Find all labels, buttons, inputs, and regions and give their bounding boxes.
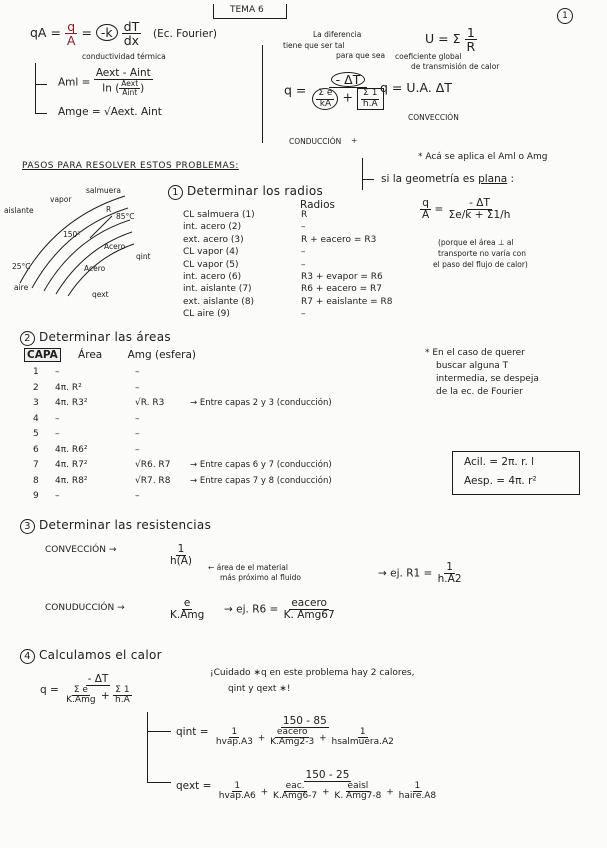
diff-note-2: tiene que ser tal xyxy=(283,41,345,50)
diagram-aislante: aislante xyxy=(4,206,34,215)
qext-equation: qext = 150 - 25 $\frac{1}{\text{hvap.A6}}$ + $\frac{\text{eac.}}{\text{K.Amg6-7}}$ + $\frac{\text{eaisl}}{\text{K. Amg7-8}}$ + $\frac{1}{\text{haire.A8}}$ xyxy=(176,769,437,802)
areas-cell-capa: 4 xyxy=(33,413,39,424)
diagram-t25: 25°C xyxy=(12,262,31,271)
cond-resistance: $\frac{e}{\text{K.Amg}}$ xyxy=(170,597,205,622)
layer-name: int. acero (2) xyxy=(183,222,242,233)
layer-radius: R + eacero = R3 xyxy=(301,234,377,245)
plana-note: si la geometría es plana : xyxy=(381,173,515,185)
planar-note-3: el paso del flujo de calor) xyxy=(433,260,528,269)
areas-row xyxy=(0,383,420,399)
plus-note: + xyxy=(351,136,358,145)
areas-cell-area: – xyxy=(55,367,60,377)
areas-cell-capa: 5 xyxy=(33,429,39,439)
layer-radius: – xyxy=(301,222,306,233)
areas-cell-area: 4π. R3² xyxy=(55,398,88,408)
aesp-formula: Aesp. = 4π. r² xyxy=(464,475,537,487)
step2-title: 2 Determinar las áreas xyxy=(20,330,171,346)
fourier-label: (Ec. Fourier) xyxy=(153,28,218,40)
intermediate-note-1: * En el caso de querer xyxy=(425,348,525,358)
layer-radius: R6 + eacero = R7 xyxy=(301,284,383,295)
radios-row xyxy=(183,235,433,247)
page-number: 1 xyxy=(557,8,573,24)
planar-equation: $\frac{q}{A}$ = $\frac{- \Delta T}{\Sigma e/k + \Sigma 1/h}$ xyxy=(422,197,511,222)
dt-dx: $\frac{dT}{dx}$ xyxy=(123,19,140,49)
radios-row xyxy=(183,309,433,321)
fourier-equation: qA = $\frac{q}{A}$ = -k $\frac{dT}{dx}$ xyxy=(30,19,140,49)
areas-cell-amg: – xyxy=(135,382,140,393)
diagram-r: R xyxy=(106,205,112,214)
layer-radius: R xyxy=(301,210,308,220)
areas-table xyxy=(0,367,420,507)
layer-radius: – xyxy=(301,247,306,258)
u-note-1: coeficiente global xyxy=(395,52,462,61)
areas-row xyxy=(0,491,420,507)
layer-name: int. acero (6) xyxy=(183,271,242,282)
areas-cell-amg: √R. R3 xyxy=(135,398,165,408)
diagram-qext: qext xyxy=(92,290,109,299)
layer-radius: – xyxy=(301,309,306,320)
conv-example: → ej. R1 = $\frac{1}{h.A2}$ xyxy=(378,561,462,586)
areas-cell-capa: 3 xyxy=(33,398,39,408)
diagram-acero-2: Acero xyxy=(84,264,106,273)
conveccion-label: CONVECCIÓN xyxy=(408,113,459,122)
areas-cell-capa: 8 xyxy=(33,475,39,486)
conv-resistance: $\frac{1}{h(A)}$ xyxy=(170,543,193,568)
diff-note-3: para que sea xyxy=(336,51,386,60)
areas-row xyxy=(0,367,420,383)
areas-row xyxy=(0,445,420,461)
radios-list xyxy=(183,210,433,322)
u-note-2: de transmisión de calor xyxy=(411,62,500,71)
cuidado-note-1: ¡Cuidado ∗q en este problema hay 2 calores, xyxy=(210,668,415,678)
areas-row xyxy=(0,429,420,445)
page-title: TEMA 6 xyxy=(230,5,264,15)
step4-equation: q = - ΔT $\frac{\text{Σ e}}{\text{K.Amg}}$ + $\frac{\Sigma 1}{h.A}$ xyxy=(40,673,130,706)
layer-radius: R7 + eaislante = R8 xyxy=(301,296,393,307)
conv-label: CONVECCIÓN → xyxy=(45,545,117,555)
layer-name: CL aire (9) xyxy=(183,309,230,320)
areas-cell-capa: 7 xyxy=(33,460,39,470)
areas-cell-capa: 6 xyxy=(33,444,39,455)
radios-row xyxy=(183,297,433,309)
radios-row xyxy=(183,272,433,284)
cond-label: CONUDUCCIÓN → xyxy=(45,603,125,613)
conv-note-2: más próximo al fluido xyxy=(220,573,302,582)
areas-cell-area: – xyxy=(55,413,60,424)
areas-cell-amg: – xyxy=(135,429,140,439)
areas-cell-note: → Entre capas 7 y 8 (conducción) xyxy=(190,475,332,486)
planar-note-1: (porque el área ⊥ al xyxy=(438,238,514,247)
areas-cell-area: 4π. R7² xyxy=(55,460,88,470)
q-u-equation: q = U.A. ΔT xyxy=(380,80,452,95)
heat-equation: q = - ΔT $\frac{\text{Σ e}}{kA}$ + $\frac{\Sigma 1}{h.A}$ xyxy=(284,72,386,110)
amg-formula: Amge = √Aext. Aint xyxy=(58,106,162,118)
planar-note-2: transporte no varía con xyxy=(438,249,527,258)
areas-cell-amg: – xyxy=(135,413,140,424)
steps-heading: PASOS PARA RESOLVER ESTOS PROBLEMAS: xyxy=(22,161,239,171)
diagram-vapor: vapor xyxy=(50,195,72,204)
step1-col-radios: Radios xyxy=(300,199,335,211)
step2-header: CAPA Área Amg (esfera) xyxy=(24,349,196,361)
layer-name: CL salmuera (1) xyxy=(183,210,255,220)
areas-row xyxy=(0,398,420,414)
areas-cell-amg: – xyxy=(135,444,140,455)
step1-title: 1 Determinar los radios xyxy=(168,184,323,200)
cond-example: → ej. R6 = $\frac{\text{eacero}}{\text{K. Amg67}}$ xyxy=(224,597,335,622)
areas-cell-area: 4π. R² xyxy=(55,382,82,393)
radios-row xyxy=(183,222,433,234)
diff-note-1: La diferencia xyxy=(313,30,362,39)
diagram-qint: qint xyxy=(136,252,151,261)
aml-formula: Aml = Aext - Aint ln ( $\frac{\text{Aext}}{\text{Aint}}$ ) xyxy=(58,67,151,97)
radios-row xyxy=(183,210,433,222)
diagram-t85: 85°C xyxy=(116,212,135,221)
diagram-acero-1: Acero xyxy=(104,242,126,251)
step4-title: 4 Calculamos el calor xyxy=(20,648,162,664)
areas-cell-area: – xyxy=(55,429,60,439)
areas-cell-capa: 9 xyxy=(33,491,39,501)
areas-cell-area: – xyxy=(55,491,60,501)
q-over-a: $\frac{q}{A}$ xyxy=(66,19,76,49)
step3-title: 3 Determinar las resistencias xyxy=(20,518,211,534)
areas-row xyxy=(0,460,420,476)
layer-name: ext. aislante (8) xyxy=(183,296,255,307)
layer-name: CL vapor (5) xyxy=(183,259,239,270)
intermediate-note-3: intermedia, se despeja xyxy=(436,374,539,384)
conductivity-label: conductividad térmica xyxy=(82,52,166,61)
u-equation: U = Σ $\frac{1}{R}$ xyxy=(425,25,476,55)
diagram-salmuera: salmuera xyxy=(86,186,121,195)
areas-cell-note: → Entre capas 2 y 3 (conducción) xyxy=(190,398,332,408)
areas-cell-capa: 2 xyxy=(33,382,39,393)
areas-cell-area: 4π. R6² xyxy=(55,444,88,455)
k-term: -k xyxy=(96,24,118,41)
areas-cell-capa: 1 xyxy=(33,367,39,377)
areas-row xyxy=(0,476,420,492)
qint-equation: qint = 150 - 85 $\frac{1}{\text{hvap.A3}}$ + $\frac{\text{eacero}}{\text{K.Amg2-3}}$ + $\frac{1}{\text{hsalmuera.A2}}$ xyxy=(176,715,394,748)
diagram-e150: 150² xyxy=(63,230,81,239)
layer-name: int. aislante (7) xyxy=(183,284,252,295)
cuidado-note-2: qint y qext ∗! xyxy=(228,684,291,694)
intermediate-note-2: buscar alguna T xyxy=(436,361,509,371)
layer-radius: R3 + evapor = R6 xyxy=(301,271,383,282)
layer-radius: – xyxy=(301,259,306,270)
diagram-aire: aire xyxy=(14,283,29,292)
radios-row xyxy=(183,284,433,296)
areas-row xyxy=(0,414,420,430)
acil-formula: Acil. = 2π. r. l xyxy=(464,456,535,468)
radios-row xyxy=(183,260,433,272)
layer-name: ext. acero (3) xyxy=(183,234,244,245)
areas-cell-amg: – xyxy=(135,491,140,501)
conduccion-label: CONDUCCIÓN xyxy=(289,137,342,146)
conv-note-1: ← área de el material xyxy=(208,563,288,572)
areas-cell-amg: √R6. R7 xyxy=(135,460,171,470)
areas-cell-amg: – xyxy=(135,367,140,377)
radios-row xyxy=(183,247,433,259)
layer-name: CL vapor (4) xyxy=(183,247,239,258)
areas-cell-area: 4π. R8² xyxy=(55,475,88,486)
areas-cell-amg: √R7. R8 xyxy=(135,475,171,486)
areas-cell-note: → Entre capas 6 y 7 (conducción) xyxy=(190,460,332,470)
intermediate-note-4: de la ec. de Fourier xyxy=(436,387,523,397)
aml-amg-note: * Acá se aplica el Aml o Amg xyxy=(418,152,548,162)
